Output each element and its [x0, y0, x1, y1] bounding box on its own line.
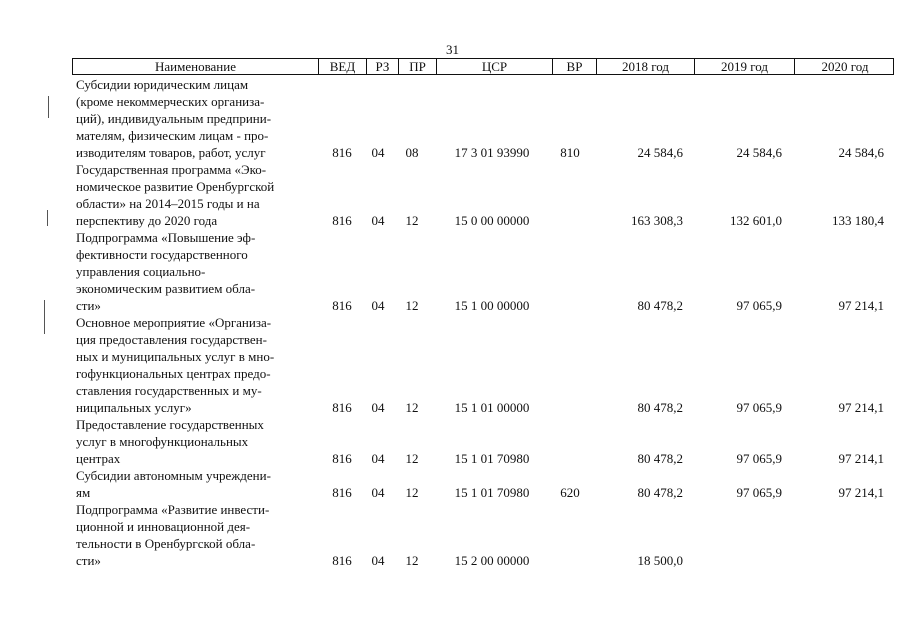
header-vr: ВР	[553, 59, 597, 74]
cell-y2019: 132 601,0	[730, 213, 782, 228]
cell-pr: 12	[405, 553, 419, 568]
cell-y2018: 80 478,2	[637, 485, 683, 500]
row-name-line: центрах	[76, 451, 121, 466]
cell-csr: 15 1 01 70980	[454, 485, 530, 500]
cell-ved: 816	[332, 400, 352, 415]
row-name-line: мателям, физическим лицам - про-	[76, 128, 269, 143]
row-name-line: номическое развитие Оренбургской	[76, 179, 275, 194]
page-number: 31	[446, 42, 459, 57]
cell-y2020: 97 214,1	[838, 485, 884, 500]
cell-pr: 12	[405, 213, 419, 228]
row-name-line: Подпрограмма «Развитие инвести-	[76, 502, 270, 517]
cell-rz: 04	[371, 485, 385, 500]
cell-y2018: 80 478,2	[637, 298, 683, 313]
scan-mark	[47, 210, 48, 226]
cell-ved: 816	[332, 145, 352, 160]
row-name-line: сти»	[76, 553, 101, 568]
cell-y2020: 97 214,1	[838, 451, 884, 466]
cell-y2020: 97 214,1	[838, 298, 884, 313]
cell-y2019: 97 065,9	[736, 485, 782, 500]
row-name-line: Субсидии юридическим лицам	[76, 77, 249, 92]
row-name-line: (кроме некоммерческих организа-	[76, 94, 265, 109]
row-name-line: изводителям товаров, работ, услуг	[76, 145, 266, 160]
cell-csr: 17 3 01 93990	[454, 145, 530, 160]
cell-y2019: 97 065,9	[736, 451, 782, 466]
cell-y2018: 18 500,0	[637, 553, 683, 568]
row-name-line: услуг в многофункциональных	[76, 434, 249, 449]
cell-rz: 04	[371, 400, 385, 415]
header-2019: 2019 год	[695, 59, 795, 74]
cell-csr: 15 1 01 00000	[454, 400, 530, 415]
cell-y2019: 24 584,6	[736, 145, 782, 160]
cell-y2020: 133 180,4	[832, 213, 884, 228]
scan-mark	[44, 300, 45, 334]
cell-vr: 810	[560, 145, 580, 160]
cell-ved: 816	[332, 553, 352, 568]
table-header	[72, 58, 894, 75]
row-name-line: области» на 2014–2015 годы и на	[76, 196, 260, 211]
row-name-line: ставления государственных и му-	[76, 383, 262, 398]
row-name-line: сти»	[76, 298, 101, 313]
cell-y2019: 97 065,9	[736, 298, 782, 313]
row-name-line: ных и муниципальных услуг в мно-	[76, 349, 275, 364]
row-name-line: ций), индивидуальным предприни-	[76, 111, 272, 126]
row-name-line: Предоставление государственных	[76, 417, 264, 432]
header-2020: 2020 год	[821, 59, 869, 74]
cell-y2020: 24 584,6	[838, 145, 884, 160]
cell-csr: 15 1 01 70980	[454, 451, 530, 466]
scan-mark	[48, 96, 49, 118]
header-ved: ВЕД	[319, 59, 367, 74]
cell-csr: 15 1 00 00000	[454, 298, 530, 313]
header-name: Наименование	[73, 59, 319, 74]
cell-ved: 816	[332, 485, 352, 500]
row-name-line: Основное мероприятие «Организа-	[76, 315, 272, 330]
row-name-line: ниципальных услуг»	[76, 400, 192, 415]
row-name-line: Субсидии автономным учреждени-	[76, 468, 271, 483]
row-name-line: ционной и инновационной дея-	[76, 519, 251, 534]
cell-y2019: 97 065,9	[736, 400, 782, 415]
cell-ved: 816	[332, 451, 352, 466]
row-name-line: экономическим развитием обла-	[76, 281, 256, 296]
cell-y2020: 97 214,1	[838, 400, 884, 415]
cell-csr: 15 0 00 00000	[454, 213, 530, 228]
cell-ved: 816	[332, 213, 352, 228]
row-name-line: перспективу до 2020 года	[76, 213, 218, 228]
header-rz: РЗ	[367, 59, 399, 74]
cell-pr: 12	[405, 485, 419, 500]
row-name-line: тельности в Оренбургской обла-	[76, 536, 256, 551]
cell-y2018: 80 478,2	[637, 400, 683, 415]
cell-pr: 08	[405, 145, 419, 160]
cell-rz: 04	[371, 145, 385, 160]
cell-y2018: 163 308,3	[631, 213, 683, 228]
cell-ved: 816	[332, 298, 352, 313]
cell-pr: 12	[405, 451, 419, 466]
cell-rz: 04	[371, 451, 385, 466]
cell-csr: 15 2 00 00000	[454, 553, 530, 568]
row-name-line: управления социально-	[76, 264, 206, 279]
cell-rz: 04	[371, 298, 385, 313]
cell-vr: 620	[560, 485, 580, 500]
header-csr: ЦСР	[437, 59, 553, 74]
row-name-line: ция предоставления государствен-	[76, 332, 267, 347]
header-pr: ПР	[399, 59, 437, 74]
row-name-line: фективности государственного	[76, 247, 248, 262]
row-name-line: ям	[76, 485, 91, 500]
row-name-line: гофункциональных центрах предо-	[76, 366, 271, 381]
header-2018: 2018 год	[597, 59, 695, 74]
cell-rz: 04	[371, 213, 385, 228]
cell-y2018: 80 478,2	[637, 451, 683, 466]
cell-y2018: 24 584,6	[637, 145, 683, 160]
cell-pr: 12	[405, 400, 419, 415]
cell-pr: 12	[405, 298, 419, 313]
row-name-line: Подпрограмма «Повышение эф-	[76, 230, 256, 245]
cell-rz: 04	[371, 553, 385, 568]
row-name-line: Государственная программа «Эко-	[76, 162, 267, 177]
